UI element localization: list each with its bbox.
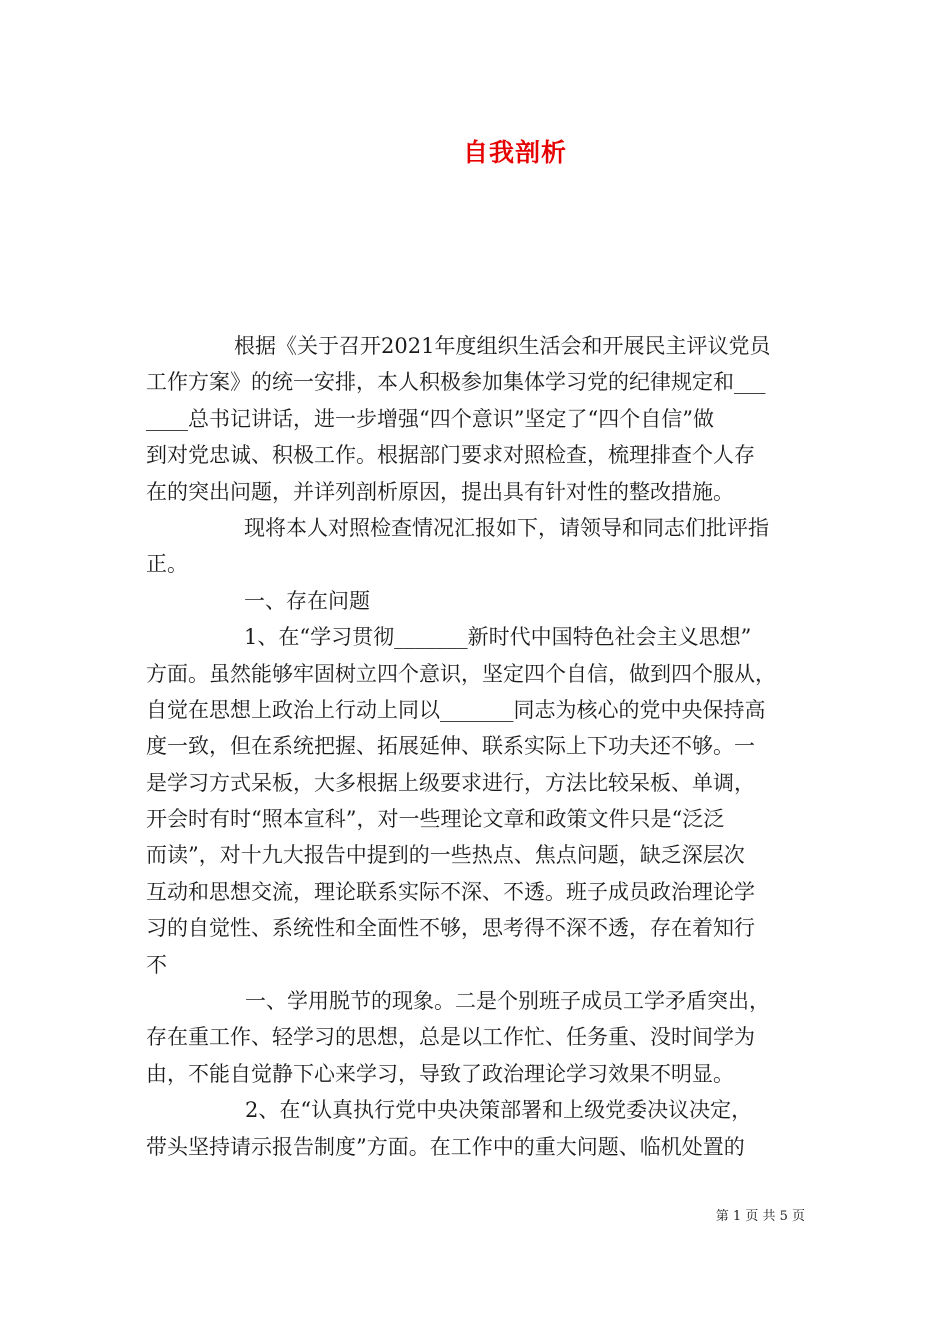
paragraph-line: 习的自觉性、系统性和全面性不够，思考得不深不透，存在着知行 [146, 916, 755, 941]
paragraph-line: 现将本人对照检查情况汇报如下，请领导和同志们批评指 [244, 515, 769, 540]
paragraph-line: 带头坚持请示报告制度”方面。在工作中的重大问题、临机处置的 [146, 1134, 745, 1159]
paragraph-line: 一、学用脱节的现象。二是个别班子成员工学矛盾突出， [245, 989, 770, 1014]
paragraph-line: 正。 [146, 552, 188, 577]
paragraph-line: 到对党忠诚、积极工作。根据部门要求对照检查，梳理排查个人存 [146, 443, 755, 468]
paragraph-line: 方面。虽然能够牢固树立四个意识，坚定四个自信，做到四个服从， [146, 661, 776, 686]
paragraph-line: 而读”，对十九大报告中提到的一些热点、焦点问题，缺乏深层次 [146, 843, 745, 868]
paragraph-line: 2、在“认真执行党中央决策部署和上级党委决议决定， [245, 1098, 753, 1123]
paragraph-line: 工作方案》的统一安排，本人积极参加集体学习党的纪律规定和___ [146, 370, 766, 395]
paragraph-line: 不 [146, 952, 167, 977]
paragraph-line: 1、在“学习贯彻_______新时代中国特色社会主义思想” [244, 625, 752, 650]
paragraph-line: 根据《关于召开2021年度组织生活会和开展民主评议党员 [234, 334, 771, 358]
paragraph-line: 由，不能自觉静下心来学习，导致了政治理论学习效果不明显。 [146, 1061, 734, 1086]
paragraph-line: 互动和思想交流，理论联系实际不深、不透。班子成员政治理论学 [146, 879, 755, 904]
paragraph-line: 自觉在思想上政治上行动上同以_______同志为核心的党中央保持高 [146, 697, 766, 722]
document-body [146, 328, 810, 1165]
paragraph-line: 存在重工作、轻学习的思想，总是以工作忙、任务重、没时间学为 [146, 1025, 755, 1050]
page-number: 第 1 页 共 5 页 [715, 1209, 805, 1224]
section-heading: 一、存在问题 [244, 588, 370, 613]
paragraph-line: 在的突出问题，并详列剖析原因，提出具有针对性的整改措施。 [146, 479, 734, 504]
document-title: 自我剖析 [462, 138, 567, 167]
paragraph-line: ____总书记讲话，进一步增强“四个意识”坚定了“四个自信”做 [146, 406, 714, 431]
paragraph-line: 度一致，但在系统把握、拓展延伸、联系实际上下功夫还不够。一 [146, 734, 755, 759]
paragraph-line: 是学习方式呆板，大多根据上级要求进行，方法比较呆板、单调， [146, 770, 755, 795]
paragraph-line: 开会时有时“照本宣科”，对一些理论文章和政策文件只是“泛泛 [146, 807, 725, 832]
